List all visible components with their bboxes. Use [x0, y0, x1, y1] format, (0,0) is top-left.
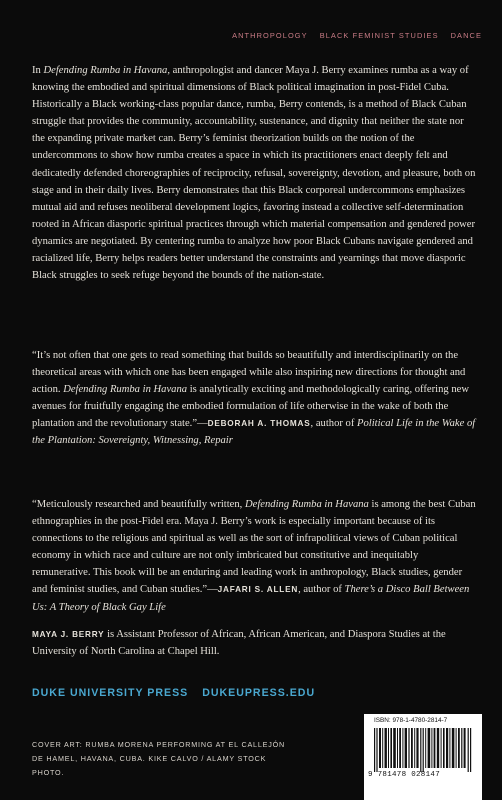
blurb-jafari-allen: “Meticulously researched and beautifully written, Defending Rumba in Havana is among the best Cuban ethnographies in the post-Fidel era. Maya J. Berry’s work is especially important because of its connections to the religious and spiritual as well as the sort of infrapolitical views of Cuban political economy in which race and culture are not only imbricated but constitutive and inequitably remunerative. This book will be an enduring and leading work in anthropology, Black studies, gender and feminist studies, and Cuban studies.”—JAFARI S. ALLEN, author of There’s a Disco Ball Between Us: A Theory of Black Gay Life	[32, 499, 476, 613]
barcode-bars	[374, 728, 472, 772]
subject-dance: DANCE	[450, 31, 482, 40]
barcode-number: 9 781478 028147	[368, 771, 441, 779]
book-description	[32, 62, 476, 284]
description-paragraph: In Defending Rumba in Havana, anthropologist and dancer Maya J. Berry examines rumba as a way of knowing the embodied and spiritual dimensions of Black political imagination in post-Fidel Cuba. Historically a Black working-class popular dance, rumba, Berry contends, is a method of Black Cuban struggle that provides the community, accountability, sustenance, and dignity that neither the state nor the expanding private market can. Berry’s feminist theorization builds on the notion of the undercommons to show how rumba creates a space in which its practitioners enact deeply felt and dedicatedly defended choreographies of reciprocity, refusal, sovereignty, devotion, and pleasure, both on stage and in their daily lives. Berry demonstrates that this Black corporeal undercommons emphasizes mutual aid and refuses neoliberal development logics, favoring instead a collective self-determination rooted in African diasporic spiritual practices through which material compensation and gendered power dynamics are negotiated. By centering rumba to analyze how poor Black Cubans navigate gendered and racialized life, Berry helps readers better understand the constraints and yearnings that move diasporic Black struggles to seek refuge beyond the bounds of the nation-state.	[32, 65, 476, 282]
publisher-url[interactable]: DUKEUPRESS.EDU	[202, 687, 316, 699]
blurb-author: JAFARI S. ALLEN	[217, 585, 299, 595]
publisher-line	[32, 687, 315, 699]
barcode	[364, 714, 482, 800]
subject-anthropology: ANTHROPOLOGY	[232, 31, 308, 40]
cover-art-credit: COVER ART: RUMBA MORENA PERFORMING AT EL CALLEJÓN DE HAMEL, HAVANA, CUBA. KIKE CALVO / ALAMY STOCK PHOTO.	[32, 740, 286, 777]
blurb-deborah-thomas: “It’s not often that one gets to read something that builds so beautifully and interdisciplinarily on the theoretical areas with which one has been engaged while also inspiring new directions for thought and action. Defending Rumba in Havana is analytically exciting and methodologically caring, offering new avenues for fruitfully engaging the embodied formulation of life otherwise in the wake of both the plantation and the revolutionary state.”—DEBORAH A. THOMAS, author of Political Life in the Wake of the Plantation: Sovereignty, Witnessing, Repair	[32, 350, 476, 447]
blurb-author-book: Political Life in the Wake of the Plantation: Sovereignty, Witnessing, Repair	[32, 418, 476, 447]
author-name: MAYA J. BERRY	[32, 630, 105, 639]
subject-black-feminist-studies: BLACK FEMINIST STUDIES	[319, 31, 439, 40]
author-bio: MAYA J. BERRY is Assistant Professor of African, African American, and Diaspora Studies at the University of North Carolina at Chapel Hill.	[32, 629, 446, 658]
blurb-author: DEBORAH A. THOMAS	[207, 419, 311, 429]
subject-categories	[232, 31, 482, 40]
publisher-name: DUKE UNIVERSITY PRESS	[32, 687, 189, 699]
book-title: Defending Rumba in Havana	[43, 65, 168, 76]
book-title: Defending Rumba in Havana	[244, 499, 369, 510]
book-title: Defending Rumba in Havana	[63, 384, 188, 396]
isbn-label: ISBN: 978-1-4780-2814-7	[374, 717, 448, 724]
blurb-author-book: There’s a Disco Ball Between Us: A Theory of Black Gay Life	[32, 584, 470, 613]
